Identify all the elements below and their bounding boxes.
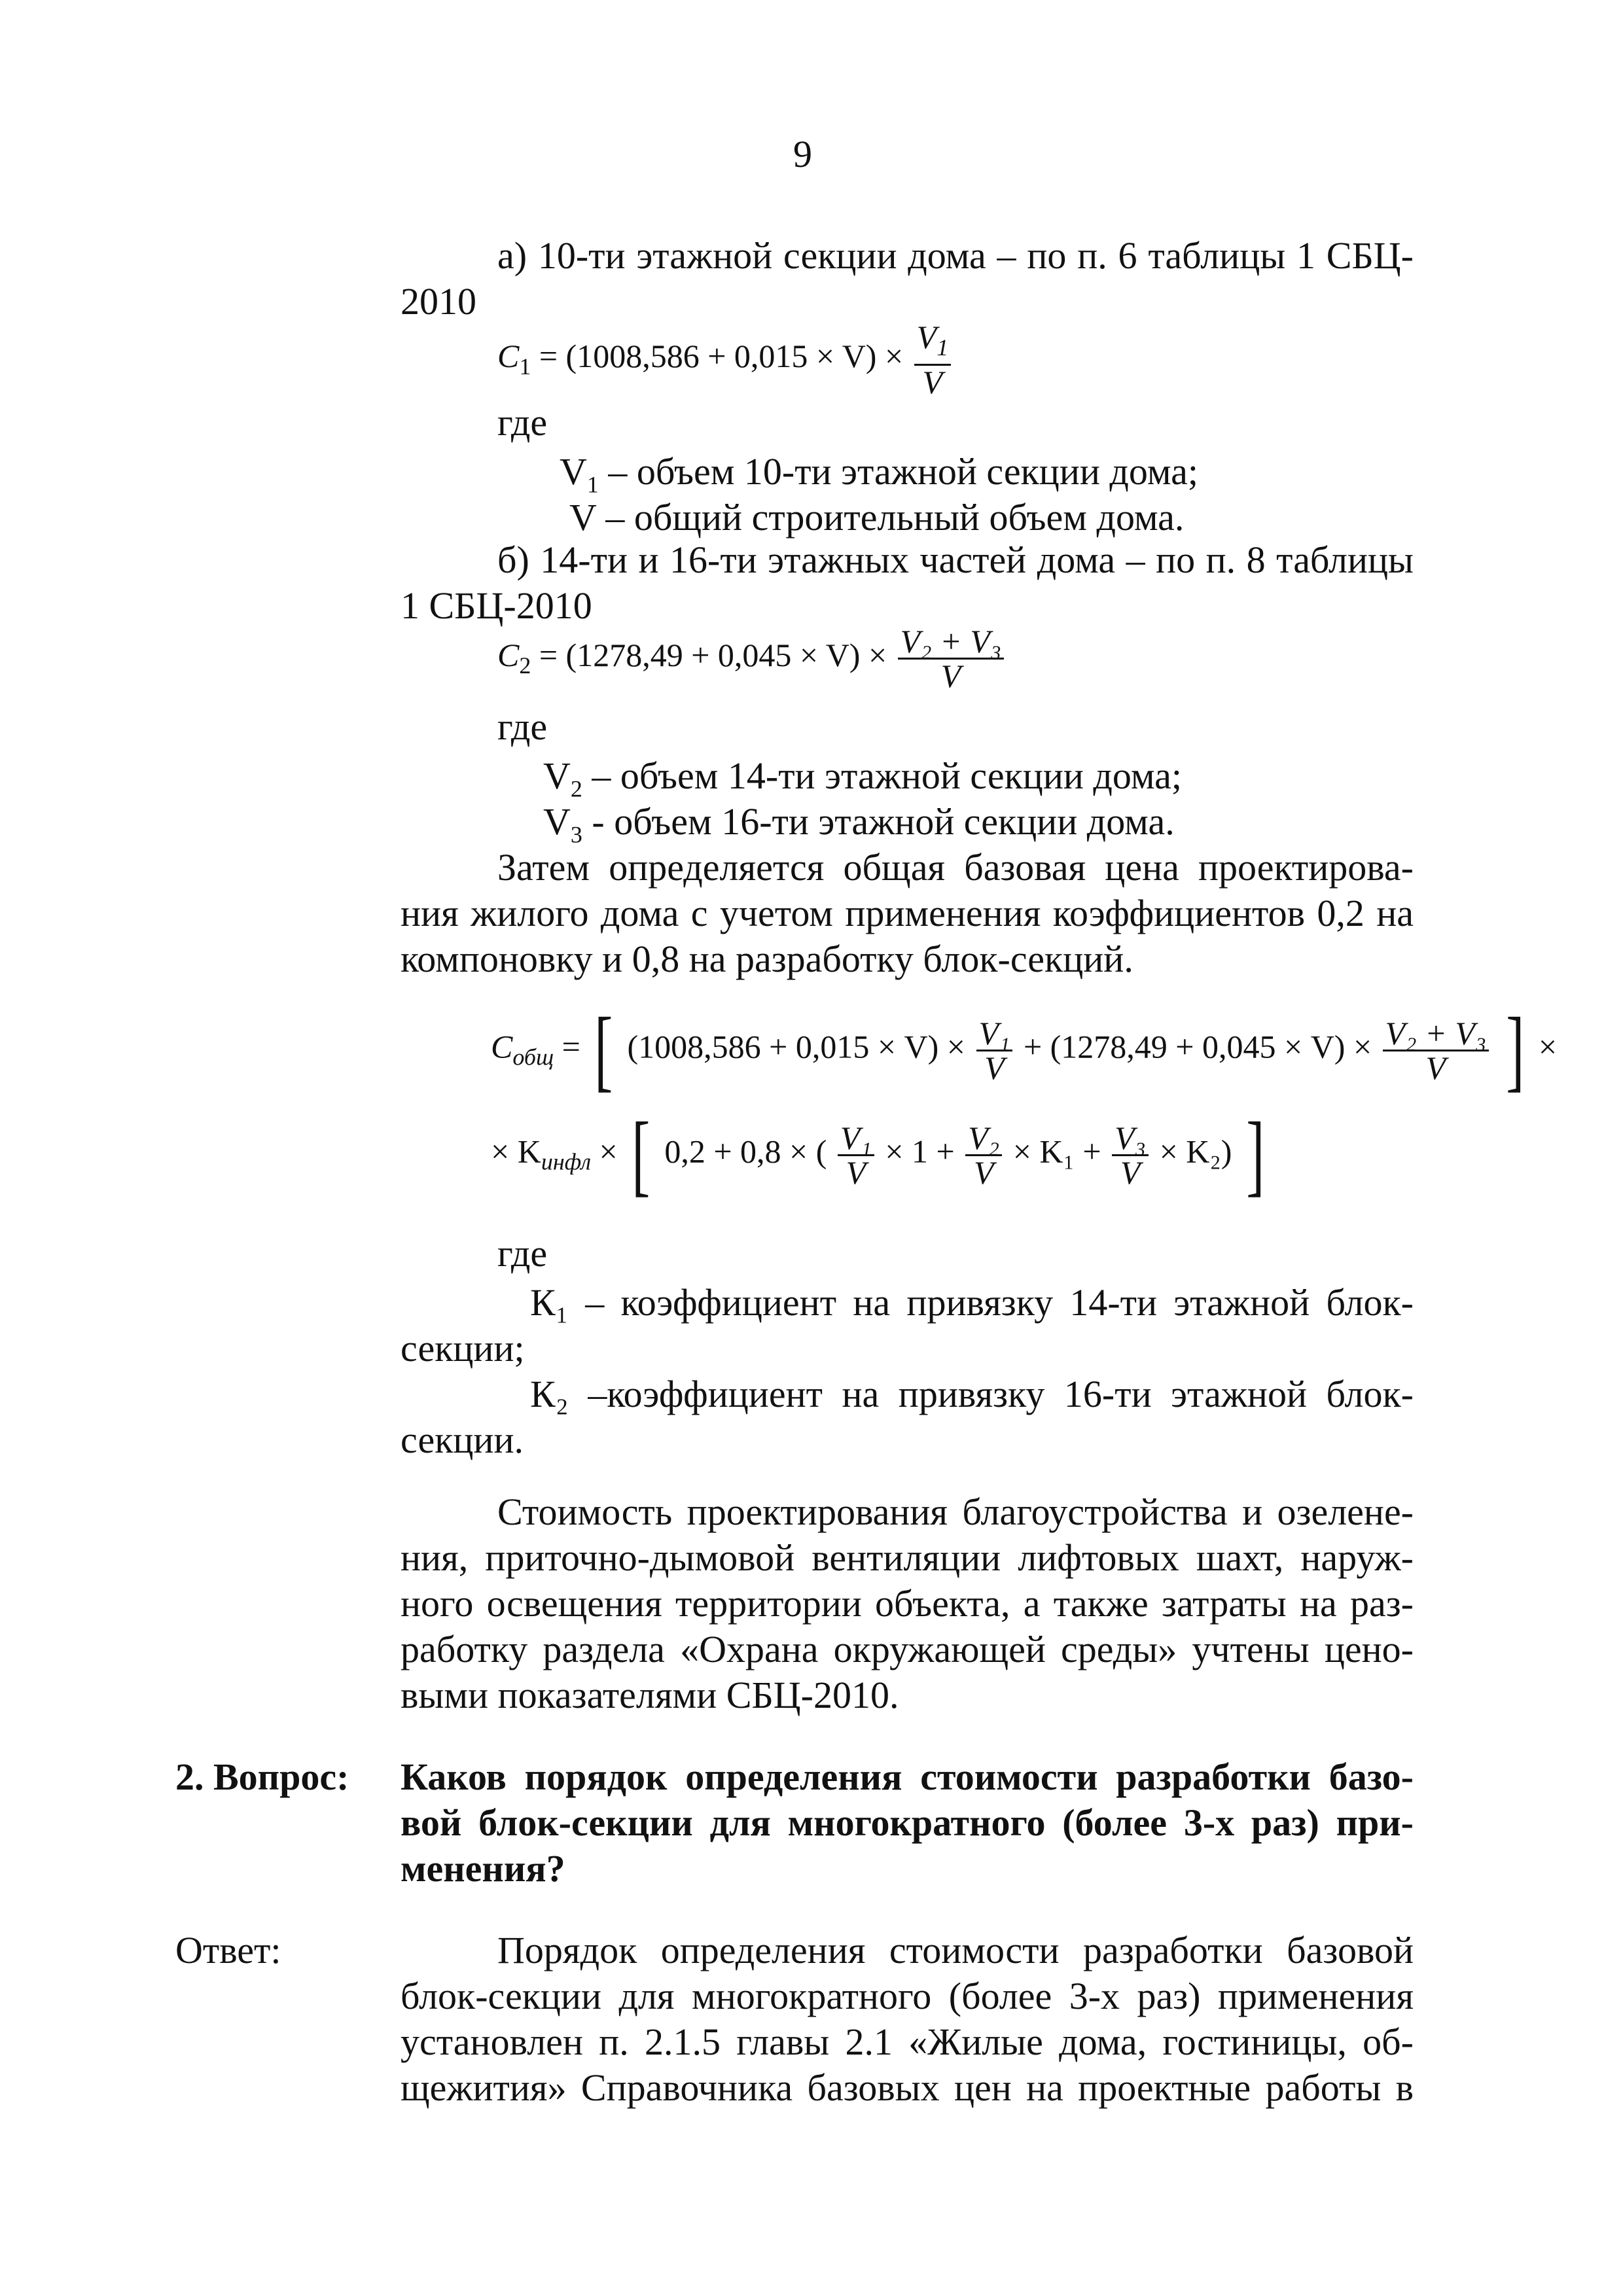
where-label-b: где (497, 705, 548, 748)
def-k1-line1: К₁ – коэффициент на привязку 14-ти этажной блок- (530, 1281, 1414, 1324)
question-line3: менения? (401, 1847, 565, 1890)
para-cost-line3: ного освещения территории объекта, а также затраты на раз- (401, 1582, 1414, 1625)
formula-c-total-row1: $C_{общ}$ = [ (1008,586 + 0,015 × V) × $\frac{\text{V₁}}{V}$ + (1278,49 + 0,045 × V) × $\frac{\text{V₂ + V₃}}{V}$ ] × (491, 999, 1558, 1101)
item-a-line2: 2010 (401, 280, 476, 323)
para-cost-line5: выми показателями СБЦ-2010. (401, 1674, 899, 1716)
where-label-a: где (497, 401, 548, 444)
answer-line1: Порядок определения стоимости разработки базовой (497, 1929, 1414, 1971)
para-cost-line2: ния, приточно-дымовой вентиляции лифтовых шахт, наруж- (401, 1536, 1414, 1579)
def-v1: $V_1$ – объем 10-ти этажной секции дома; (560, 450, 1198, 498)
para-cost-line4: работку раздела «Охрана окружающей среды» учтены цено- (401, 1628, 1414, 1670)
para-total-line1: Затем определяется общая базовая цена проектирова- (497, 846, 1414, 889)
formula-c1: $C_1 = (1008,586 + 0,015 \times V)$ × $\frac{V_1}{V}$ (497, 321, 954, 398)
def-k2-line2: секции. (401, 1419, 524, 1461)
formula-c2: $C_2 = (1278,49 + 0,045 \times V)$ × $\frac{\text{V₂ + V₃}}{V}$ (497, 625, 1007, 692)
question-label: 2. Вопрос: (175, 1756, 349, 1798)
item-a-line1: а) 10-ти этажной секции дома – по п. 6 таблицы 1 СБЦ- (497, 234, 1414, 277)
item-b-line2: 1 СБЦ-2010 (401, 584, 592, 627)
para-total-line2: ния жилого дома с учетом применения коэффициентов 0,2 на (401, 892, 1414, 934)
where-label-k: где (497, 1232, 548, 1275)
answer-line4: щежития» Справочника базовых цен на проектные работы в (401, 2066, 1414, 2109)
def-v3: $V_3$ - объем 16-ти этажной секции дома. (543, 800, 1175, 848)
page-number: 9 (793, 133, 812, 175)
answer-label: Ответ: (175, 1929, 281, 1971)
question-line2: вой блок-секции для многократного (более 3-х раз) при- (401, 1801, 1414, 1844)
formula-c-total-row2: × $K_{инфл}$ × [ 0,2 + 0,8 × ( $\frac{\text{V₁}}{V}$ × 1 + $\frac{\text{V₂}}{V}$ × K₁ + $\frac{\text{V₃}}{V}$ × K₂) ] (491, 1104, 1265, 1205)
item-b-line1: б) 14-ти и 16-ти этажных частей дома – по п. 8 таблицы (497, 539, 1414, 581)
def-v: V – общий строительный объем дома. (569, 496, 1185, 539)
answer-line2: блок-секции для многократного (более 3-х раз) применения (401, 1975, 1414, 2017)
question-line1: Каков порядок определения стоимости разработки базо- (401, 1756, 1414, 1798)
def-v2: $V_2$ – объем 14-ти этажной секции дома; (543, 754, 1182, 802)
answer-line3: установлен п. 2.1.5 главы 2.1 «Жилые дома, гостиницы, об- (401, 2021, 1414, 2063)
def-k1-line2: секции; (401, 1327, 525, 1369)
para-cost-line1: Стоимость проектирования благоустройства и озелене- (497, 1491, 1414, 1533)
para-total-line3: компоновку и 0,8 на разработку блок-секций. (401, 938, 1133, 980)
def-k2-line1: К₂ –коэффициент на привязку 16-ти этажной блок- (530, 1373, 1414, 1415)
